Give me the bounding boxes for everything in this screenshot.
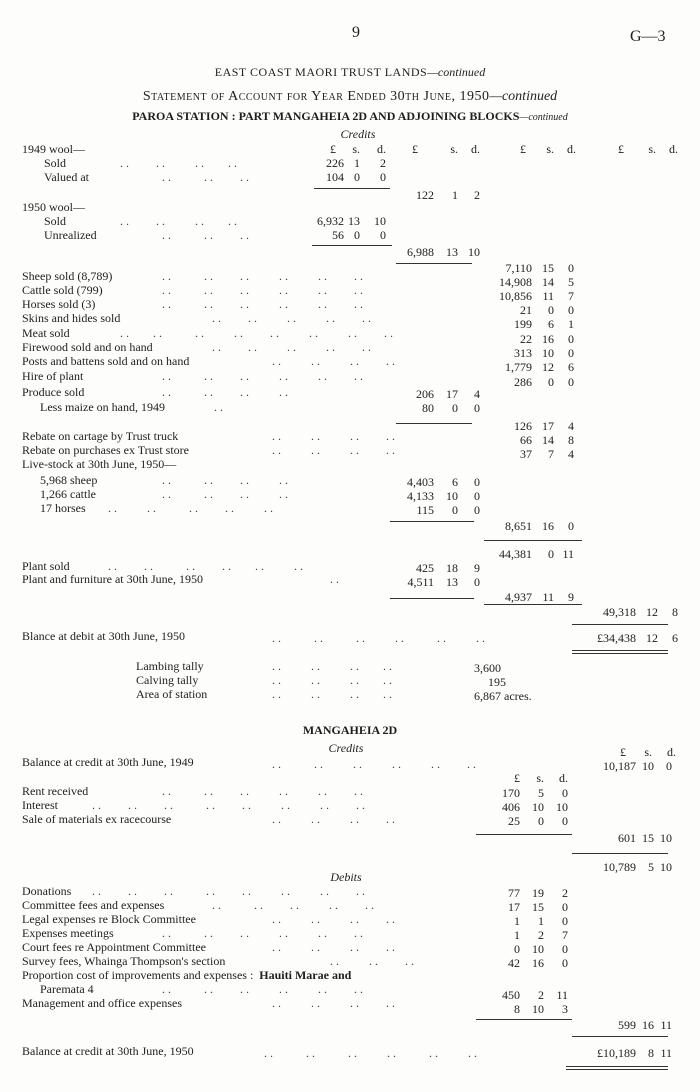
mangaheia-credits-label: Credits — [328, 741, 364, 755]
opening-balance-label: Balance at credit at 30th June, 1949 — [22, 755, 194, 769]
cell: 25 — [508, 814, 520, 828]
less-maize-label: Less maize on hand, 1949 — [40, 400, 165, 414]
cell: 17 — [508, 900, 520, 914]
cell: 6,988 — [407, 245, 434, 259]
balance-debit-label: Blance at debit at 30th June, 1950 — [22, 629, 185, 643]
cell: 16 — [642, 1018, 654, 1032]
paremata-label: Paremata 4 — [40, 982, 94, 996]
cell: 19 — [532, 886, 544, 900]
cell: 16 — [532, 956, 544, 970]
plant-sold-label: Plant sold — [22, 559, 70, 573]
heading-trust-lands: EAST COAST MAORI TRUST LANDS—continued — [214, 65, 486, 79]
cell: 2 — [474, 188, 480, 202]
area-of-station-label: Area of station — [136, 687, 208, 701]
col1-shilling: s. — [352, 142, 360, 156]
col-pound: £ — [514, 771, 520, 785]
rule — [572, 653, 668, 654]
document-code: G—3 — [630, 28, 666, 45]
cell: 104 — [326, 170, 344, 184]
cell: 10 — [660, 831, 672, 845]
court-fees-label: Court fees re Appointment Committee — [22, 940, 206, 954]
cell: 14 — [542, 275, 554, 289]
cell: 0 — [548, 303, 554, 317]
cell: 9 — [568, 590, 574, 604]
wool-1950-label: 1950 wool— — [22, 200, 85, 214]
cell: 2 — [380, 156, 386, 170]
cell: 599 — [618, 1018, 636, 1032]
cell: 286 — [514, 375, 532, 389]
cell: 22 — [520, 332, 532, 346]
rule — [566, 1066, 668, 1067]
cell: 10,187 — [603, 759, 636, 773]
credits-label: Credits — [340, 127, 376, 141]
cell: 7,110 — [505, 261, 532, 275]
cell: 0 — [568, 346, 574, 360]
wool-1950-sold-label: Sold — [44, 214, 67, 228]
cell: 4,403 — [407, 475, 434, 489]
cell: 8 — [514, 1002, 520, 1016]
cell: 12 — [542, 360, 554, 374]
cell: 0 — [514, 942, 520, 956]
col1-pence: d. — [377, 142, 386, 156]
cell: 0 — [562, 900, 568, 914]
rule — [476, 1019, 572, 1020]
cell: 16 — [542, 519, 554, 533]
expenses-meetings-label: Expenses meetings — [22, 926, 114, 940]
cell: 4 — [568, 419, 574, 433]
cell: 126 — [514, 419, 532, 433]
cell: 5 — [538, 786, 544, 800]
cell: 77 — [508, 886, 520, 900]
cell: 15 — [642, 831, 654, 845]
cell: 3 — [562, 1002, 568, 1016]
cell: 6 — [548, 317, 554, 331]
cell: 0 — [474, 575, 480, 589]
cell: 4,511 — [407, 575, 434, 589]
cell: 0 — [452, 503, 458, 517]
cell: 5 — [568, 275, 574, 289]
col-pound: £ — [620, 745, 626, 759]
cell: 406 — [502, 800, 520, 814]
col2-pence: d. — [471, 142, 480, 156]
col4-shilling: s. — [648, 142, 656, 156]
cell: 0 — [548, 547, 554, 561]
legal-expenses-label: Legal expenses re Block Committee — [22, 912, 196, 926]
rule — [572, 624, 668, 625]
cell: 199 — [514, 317, 532, 331]
rule — [390, 521, 474, 522]
rule — [314, 188, 390, 189]
col1-pound: £ — [330, 142, 336, 156]
livestock-label: Live-stock at 30th June, 1950— — [22, 457, 177, 471]
cell: 10 — [542, 346, 554, 360]
survey-fees-label: Survey fees, Whainga Thompson's section — [22, 954, 226, 968]
cell: 10 — [642, 759, 654, 773]
col4-pound: £ — [618, 142, 624, 156]
proportion-label: Proportion cost of improvements and expenses : Hauiti Marae and — [22, 968, 352, 982]
cell: 0 — [474, 489, 480, 503]
cell: 10,789 — [603, 860, 636, 874]
row-label: Skins and hides sold — [22, 311, 121, 325]
cell: 18 — [446, 561, 458, 575]
cell: 11 — [660, 1018, 672, 1032]
cell: 206 — [416, 387, 434, 401]
cell: 7 — [548, 447, 554, 461]
calving-tally-value: 195 — [488, 675, 506, 689]
cell: 4 — [568, 447, 574, 461]
cell: 0 — [562, 786, 568, 800]
col4-pence: d. — [669, 142, 678, 156]
cell: 8 — [568, 433, 574, 447]
cell: 313 — [514, 346, 532, 360]
cell: 17 — [446, 387, 458, 401]
cell: 10 — [660, 860, 672, 874]
rule — [566, 1069, 668, 1070]
livestock-cattle-label: 1,266 cattle — [40, 487, 96, 501]
cell: 6 — [672, 631, 678, 645]
cell: 1,779 — [505, 360, 532, 374]
cell: 14 — [542, 433, 554, 447]
cell: 122 — [416, 188, 434, 202]
cell: 16 — [542, 332, 554, 346]
cell: 10 — [446, 489, 458, 503]
cell: 56 — [332, 228, 344, 242]
heading-statement: Statement of Account for Year Ended 30th June, 1950—continued — [142, 89, 558, 104]
cell: 0 — [568, 375, 574, 389]
wool-1949-sold-label: Sold — [44, 156, 67, 170]
cell: 80 — [422, 401, 434, 415]
row-label: Sheep sold (8,789) — [22, 269, 113, 283]
cell: 44,381 — [499, 547, 532, 561]
col3-pence: d. — [567, 142, 576, 156]
row-label: Firewood sold and on hand — [22, 340, 153, 354]
cell: 5 — [648, 860, 654, 874]
rule — [396, 423, 472, 424]
cell: 11 — [562, 547, 574, 561]
lambing-tally-label: Lambing tally — [136, 659, 204, 673]
cell: 1 — [514, 914, 520, 928]
rebate-purchases-label: Rebate on purchases ex Trust store — [22, 443, 189, 457]
cell: 2 — [538, 988, 544, 1002]
cell: 15 — [532, 900, 544, 914]
cell: 11 — [556, 988, 568, 1002]
cell: 11 — [542, 289, 554, 303]
management-label: Management and office expenses — [22, 996, 183, 1010]
col3-pound: £ — [520, 142, 526, 156]
cell: 0 — [354, 170, 360, 184]
cell: 1 — [568, 317, 574, 331]
rule — [484, 604, 582, 605]
cell: 12 — [646, 605, 658, 619]
interest-label: Interest — [22, 798, 58, 812]
col2-shilling: s. — [450, 142, 458, 156]
cell: £34,438 — [597, 631, 636, 645]
row-label: Cattle sold (799) — [22, 283, 103, 297]
cell: 10 — [374, 214, 386, 228]
livestock-horses-label: 17 horses — [40, 501, 86, 515]
rule — [484, 540, 582, 541]
area-of-station-value: 6,867 acres. — [474, 689, 532, 703]
cell: 0 — [380, 228, 386, 242]
cell: 10 — [556, 800, 568, 814]
livestock-sheep-label: 5,968 sheep — [40, 473, 98, 487]
cell: 0 — [380, 170, 386, 184]
cell: 13 — [446, 575, 458, 589]
cell: 4 — [474, 387, 480, 401]
cell: 10 — [532, 1002, 544, 1016]
cell: 0 — [474, 401, 480, 415]
cell: 0 — [568, 261, 574, 275]
cell: 42 — [508, 956, 520, 970]
col3-shilling: s. — [546, 142, 554, 156]
cell: 8,651 — [505, 519, 532, 533]
col-pence: d. — [559, 771, 568, 785]
cell: 6 — [568, 360, 574, 374]
cell: 4,133 — [407, 489, 434, 503]
cell: 1 — [354, 156, 360, 170]
row-label: Meat sold — [22, 326, 70, 340]
page-number: 9 — [352, 24, 360, 41]
cell: 0 — [538, 814, 544, 828]
cell: 11 — [660, 1046, 672, 1060]
rule — [476, 834, 572, 835]
row-label: Posts and battens sold and on hand — [22, 354, 190, 368]
col-shilling: s. — [644, 745, 652, 759]
rule — [572, 650, 668, 651]
cell: 6 — [452, 475, 458, 489]
cell: 10 — [532, 800, 544, 814]
sale-of-materials-label: Sale of materials ex racecourse — [22, 812, 172, 826]
cell: 10 — [468, 245, 480, 259]
cell: 0 — [562, 914, 568, 928]
rule — [572, 1036, 668, 1037]
cell: 15 — [542, 261, 554, 275]
cell: 226 — [326, 156, 344, 170]
cell: 17 — [542, 419, 554, 433]
rebate-cartage-label: Rebate on cartage by Trust truck — [22, 429, 179, 443]
col-pence: d. — [667, 745, 676, 759]
cell: 4,937 — [505, 590, 532, 604]
cell: 170 — [502, 786, 520, 800]
cell: 0 — [354, 228, 360, 242]
cell: 13 — [348, 214, 360, 228]
cell: 7 — [568, 289, 574, 303]
donations-label: Donations — [22, 884, 72, 898]
cell: 601 — [618, 831, 636, 845]
cell: 0 — [548, 375, 554, 389]
col2-pound: £ — [412, 142, 418, 156]
cell: 9 — [474, 561, 480, 575]
cell: 0 — [562, 942, 568, 956]
cell: 115 — [416, 503, 434, 517]
wool-1949-label: 1949 wool— — [22, 142, 85, 156]
cell: 49,318 — [603, 605, 636, 619]
lambing-tally-value: 3,600 — [474, 661, 501, 675]
cell: 8 — [648, 1046, 654, 1060]
debits-label: Debits — [330, 870, 362, 884]
cell: £10,189 — [597, 1046, 636, 1060]
committee-fees-label: Committee fees and expenses — [22, 898, 165, 912]
cell: 10 — [532, 942, 544, 956]
cell: 0 — [474, 475, 480, 489]
cell: 0 — [568, 519, 574, 533]
cell: 1 — [514, 928, 520, 942]
rent-received-label: Rent received — [22, 784, 89, 798]
cell: 37 — [520, 447, 532, 461]
cell: 10,856 — [499, 289, 532, 303]
cell: 1 — [452, 188, 458, 202]
row-label: Horses sold (3) — [22, 297, 96, 311]
cell: 12 — [646, 631, 658, 645]
heading-paroa-station: PAROA STATION : PART MANGAHEIA 2D AND ADJOINING BLOCKS—continued — [132, 109, 568, 123]
cell: 0 — [562, 956, 568, 970]
cell: 0 — [666, 759, 672, 773]
mangaheia-title: MANGAHEIA 2D — [302, 723, 398, 737]
cell: 425 — [416, 561, 434, 575]
cell: 8 — [672, 605, 678, 619]
wool-1950-unrealized-label: Unrealized — [44, 228, 97, 242]
cell: 14,908 — [499, 275, 532, 289]
cell: 1 — [538, 914, 544, 928]
cell: 450 — [502, 988, 520, 1002]
row-label: Hire of plant — [22, 369, 84, 383]
cell: 11 — [542, 590, 554, 604]
cell: 7 — [562, 928, 568, 942]
rule — [396, 263, 472, 264]
cell: 0 — [568, 303, 574, 317]
cell: 6,932 — [317, 214, 344, 228]
cell: 0 — [452, 401, 458, 415]
cell: 2 — [538, 928, 544, 942]
wool-1949-valued-label: Valued at — [44, 170, 89, 184]
cell: 21 — [520, 303, 532, 317]
produce-label: Produce sold — [22, 385, 85, 399]
cell: 13 — [446, 245, 458, 259]
cell: 0 — [474, 503, 480, 517]
cell: 2 — [562, 886, 568, 900]
plant-furniture-label: Plant and furniture at 30th June, 1950 — [22, 572, 203, 586]
cell: 0 — [568, 332, 574, 346]
calving-tally-label: Calving tally — [136, 673, 199, 687]
rule — [572, 853, 668, 854]
rule — [390, 598, 474, 599]
col-shilling: s. — [536, 771, 544, 785]
closing-balance-label: Balance at credit at 30th June, 1950 — [22, 1044, 194, 1058]
cell: 66 — [520, 433, 532, 447]
cell: 0 — [562, 814, 568, 828]
